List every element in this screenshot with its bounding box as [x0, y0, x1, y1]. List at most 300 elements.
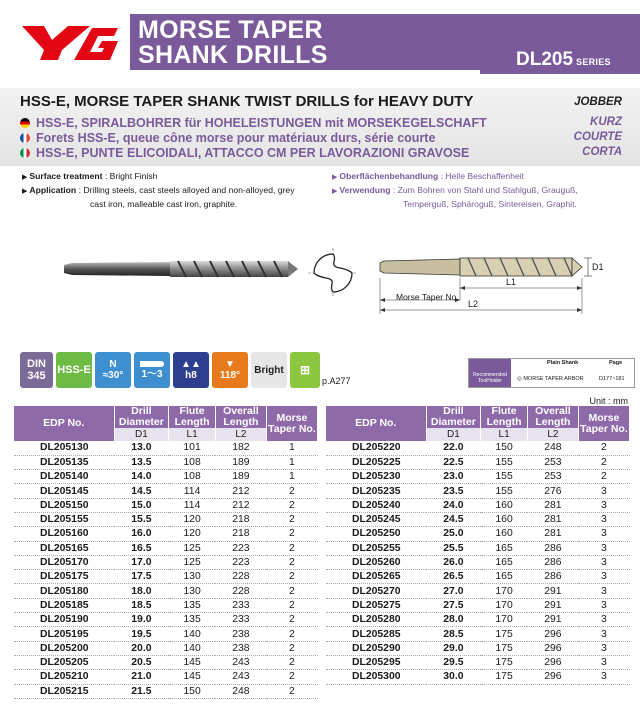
- label-l2: L2: [468, 299, 479, 309]
- flute-length: 120: [169, 527, 216, 541]
- overall-length: 296: [527, 670, 578, 684]
- drill-diameter: 22.5: [426, 455, 481, 469]
- edp-number: DL205280: [326, 613, 426, 627]
- recommended-toolholder-box: [468, 358, 635, 388]
- overall-length: 286: [527, 555, 578, 569]
- drill-diameter: 13.5: [114, 455, 169, 469]
- drill-diameter: 26.0: [426, 555, 481, 569]
- flute-length: 160: [481, 527, 528, 541]
- overall-length: 189: [215, 470, 266, 484]
- morse-taper-no: 2: [266, 484, 317, 498]
- drill-diameter: 21.5: [114, 684, 169, 698]
- table-row: [326, 627, 630, 641]
- arrow-icon: ▶: [332, 188, 338, 195]
- tolerance-symbol-icon: ▲▲: [181, 359, 201, 370]
- type-de: KURZ: [590, 116, 622, 128]
- table-row: [326, 498, 630, 512]
- oberflaeche-value: : Helle Beschaffenheit: [440, 171, 525, 181]
- flute-length: 170: [481, 598, 528, 612]
- morse-taper-no: 2: [266, 570, 317, 584]
- overall-length: 248: [215, 684, 266, 698]
- flute-length: 165: [481, 555, 528, 569]
- morse-taper-no: 1: [266, 455, 317, 469]
- surface-label: Surface treatment: [29, 171, 103, 181]
- table-row: [14, 570, 318, 584]
- drill-diameter: 28.0: [426, 613, 481, 627]
- table-row: [14, 455, 318, 469]
- title-de: [20, 116, 487, 130]
- flute-length: 108: [169, 455, 216, 469]
- drill-diameter: 13.0: [114, 441, 169, 455]
- overall-length: 212: [215, 484, 266, 498]
- morse-taper-no: 3: [578, 655, 629, 669]
- drill-diameter: 18.5: [114, 598, 169, 612]
- yg-logo: [18, 20, 122, 64]
- drill-diameter: 22.0: [426, 441, 481, 455]
- overall-length: 228: [215, 584, 266, 598]
- overall-length: 212: [215, 498, 266, 512]
- title-de-text: HSS-E, SPIRALBOHRER für HOHELEISTUNGEN mit MORSEKEGELSCHAFT: [36, 116, 487, 130]
- edp-number: DL205135: [14, 455, 114, 469]
- overall-length: 238: [215, 627, 266, 641]
- edp-number: DL205160: [14, 527, 114, 541]
- din-345-badge: [20, 352, 53, 388]
- table-row: [14, 441, 318, 455]
- drill-diameter: 23.0: [426, 470, 481, 484]
- table-row: [14, 684, 318, 698]
- table-row: [326, 584, 630, 598]
- flute-length: 165: [481, 570, 528, 584]
- edp-number: DL205245: [326, 512, 426, 526]
- table-row: [326, 641, 630, 655]
- helix-type: N: [109, 359, 117, 370]
- page-reference[interactable]: p.A277: [322, 376, 351, 386]
- flute-length: 170: [481, 584, 528, 598]
- series-badge: [480, 46, 640, 74]
- table-row: [326, 613, 630, 627]
- table-row: [326, 484, 630, 498]
- drill-diameter: 30.0: [426, 670, 481, 684]
- tolerance-icon: [173, 352, 209, 388]
- arrow-icon: ▶: [332, 174, 338, 181]
- overall-length: 281: [527, 498, 578, 512]
- point-shape-icon: ▼: [225, 359, 235, 370]
- flute-length: 130: [169, 584, 216, 598]
- edp-number: DL205275: [326, 598, 426, 612]
- drill-diameter: 17.5: [114, 570, 169, 584]
- edp-number: DL205200: [14, 641, 114, 655]
- edp-number: DL205170: [14, 555, 114, 569]
- table-row: [14, 527, 318, 541]
- helix-angle: ≈30°: [102, 370, 124, 381]
- flute-length: 114: [169, 484, 216, 498]
- verwendung-label: Verwendung: [339, 185, 391, 195]
- edp-number: DL205270: [326, 584, 426, 598]
- table-row: [326, 527, 630, 541]
- overall-length: 291: [527, 598, 578, 612]
- drill-diameter: 17.0: [114, 555, 169, 569]
- col-flute-length: Flute Length: [169, 406, 216, 428]
- edp-number: DL205165: [14, 541, 114, 555]
- edp-number: DL205205: [14, 655, 114, 669]
- flute-length: 165: [481, 541, 528, 555]
- morse-taper-no: 2: [266, 512, 317, 526]
- overall-length: 248: [527, 441, 578, 455]
- edp-number: DL205155: [14, 512, 114, 526]
- label-morse-taper: Morse Taper No.: [396, 292, 459, 302]
- edp-number: DL205255: [326, 541, 426, 555]
- table-row: [14, 555, 318, 569]
- title-it: [20, 146, 469, 160]
- target-icon: ◎: [517, 376, 524, 382]
- flute-length: 145: [169, 655, 216, 669]
- flute-length: 155: [481, 470, 528, 484]
- application-value2: cast iron, malleable cast iron, graphite.: [90, 199, 238, 209]
- edp-number: DL205195: [14, 627, 114, 641]
- flute-length: 145: [169, 670, 216, 684]
- overall-length: 238: [215, 641, 266, 655]
- flute-length: 135: [169, 613, 216, 627]
- overall-length: 189: [215, 455, 266, 469]
- drill-diameter: 24.5: [426, 512, 481, 526]
- page-title-line1: MORSE TAPER: [138, 16, 323, 44]
- morse-taper-no: 3: [578, 570, 629, 584]
- title-fr: [20, 131, 435, 145]
- edp-number: DL205140: [14, 470, 114, 484]
- edp-number: DL205240: [326, 498, 426, 512]
- drill-diameter: 26.5: [426, 570, 481, 584]
- col-overall-length: Overall Length: [527, 406, 578, 428]
- col-l1: L1: [169, 428, 216, 441]
- flute-length: 160: [481, 498, 528, 512]
- table-row: [326, 598, 630, 612]
- edp-number: DL205190: [14, 613, 114, 627]
- flute-length-icon: [134, 352, 170, 388]
- overall-length: 243: [215, 670, 266, 684]
- bright-finish-badge: [251, 352, 287, 388]
- edp-number: DL205285: [326, 627, 426, 641]
- edp-number: DL205180: [14, 584, 114, 598]
- col-overall-length: Overall Length: [215, 406, 266, 428]
- overall-length: 296: [527, 641, 578, 655]
- table-row: [326, 555, 630, 569]
- italy-flag-icon: [20, 148, 30, 158]
- morse-taper-no: 2: [266, 527, 317, 541]
- drill-diameter: 27.5: [426, 598, 481, 612]
- table-row: [14, 641, 318, 655]
- flute-length: 155: [481, 455, 528, 469]
- flute-length: 140: [169, 627, 216, 641]
- morse-taper-no: 3: [578, 584, 629, 598]
- tolerance-value: h8: [185, 370, 197, 381]
- col-morse-taper: Morse Taper No.: [266, 406, 317, 441]
- point-angle-icon: [212, 352, 248, 388]
- verwendung-value2: Temperguß, Sphäroguß, Sintereisen, Graphit.: [403, 199, 577, 209]
- col-edp: EDP No.: [14, 406, 114, 441]
- table-row: [326, 541, 630, 555]
- table-row: [14, 655, 318, 669]
- drill-diameter: 18.0: [114, 584, 169, 598]
- arbor-text: MORSE TAPER ARBOR: [523, 376, 584, 382]
- morse-taper-no: 2: [266, 670, 317, 684]
- spec-table-right: [326, 406, 630, 685]
- drill-diameter: 16.0: [114, 527, 169, 541]
- morse-taper-no: 2: [266, 584, 317, 598]
- point-angle-value: 118°: [219, 370, 241, 381]
- flute-length: 175: [481, 655, 528, 669]
- flute-length: 150: [169, 684, 216, 698]
- arbor-pages[interactable]: D177~181: [599, 376, 625, 382]
- spec-table-left: [14, 406, 318, 699]
- morse-taper-no: 3: [578, 498, 629, 512]
- flute-length: 155: [481, 484, 528, 498]
- edp-number: DL205260: [326, 555, 426, 569]
- table-row: [14, 541, 318, 555]
- overall-length: 291: [527, 613, 578, 627]
- label-l1: L1: [506, 277, 517, 287]
- flute-length: 170: [481, 613, 528, 627]
- morse-taper-no: 2: [266, 641, 317, 655]
- table-row: [326, 570, 630, 584]
- france-flag-icon: [20, 133, 30, 143]
- edp-number: DL205130: [14, 441, 114, 455]
- morse-taper-no: 2: [266, 555, 317, 569]
- overall-length: 291: [527, 584, 578, 598]
- overall-length: 276: [527, 484, 578, 498]
- page-title-line2: SHANK DRILLS: [138, 41, 328, 69]
- morse-taper-no: 2: [266, 598, 317, 612]
- recommended-text2: ToolHolder: [478, 378, 502, 384]
- table-row: [14, 498, 318, 512]
- type-it: CORTA: [582, 146, 622, 158]
- table-row: [326, 655, 630, 669]
- col-drill-diameter: Drill Diameter: [426, 406, 481, 428]
- drill-photo: [60, 255, 300, 285]
- overall-length: 286: [527, 541, 578, 555]
- germany-flag-icon: [20, 118, 30, 128]
- morse-taper-no: 3: [578, 641, 629, 655]
- morse-taper-no: 3: [578, 670, 629, 684]
- drill-diameter: 23.5: [426, 484, 481, 498]
- flute-length: 108: [169, 470, 216, 484]
- recommended-text1: Recommended: [473, 372, 507, 378]
- drill-diameter: 20.0: [114, 641, 169, 655]
- morse-taper-no: 3: [578, 598, 629, 612]
- morse-taper-no: 2: [266, 684, 317, 698]
- drill-diameter: 20.5: [114, 655, 169, 669]
- overall-length: 223: [215, 541, 266, 555]
- unit-label: Unit : mm: [589, 396, 628, 406]
- flute-length: 175: [481, 641, 528, 655]
- edp-number: DL205145: [14, 484, 114, 498]
- recommended-label: [469, 359, 511, 387]
- edp-number: DL205150: [14, 498, 114, 512]
- flute-length: 135: [169, 598, 216, 612]
- drill-diameter: 15.5: [114, 512, 169, 526]
- morse-taper-no: 3: [578, 541, 629, 555]
- finish-text: Bright: [254, 364, 284, 376]
- spec-german: [332, 170, 632, 210]
- label-d1: D1: [592, 262, 604, 272]
- drill-shape-icon: [140, 361, 164, 367]
- col-l2: L2: [527, 428, 578, 441]
- hsse-text: HSS-E: [57, 364, 91, 376]
- flute-length: 150: [481, 441, 528, 455]
- edp-number: DL205230: [326, 470, 426, 484]
- drill-diameter: 19.0: [114, 613, 169, 627]
- flute-length: 125: [169, 541, 216, 555]
- overall-length: 286: [527, 570, 578, 584]
- title-fr-text: Forets HSS-E, queue cône morse pour matériaux durs, série courte: [36, 131, 436, 145]
- flute-length: 160: [481, 512, 528, 526]
- morse-taper-no: 2: [266, 627, 317, 641]
- col-drill-diameter: Drill Diameter: [114, 406, 169, 428]
- edp-number: DL205175: [14, 570, 114, 584]
- table-row: [14, 598, 318, 612]
- surface-value: : Bright Finish: [104, 171, 158, 181]
- arrow-icon: ▶: [22, 188, 28, 195]
- overall-length: 281: [527, 527, 578, 541]
- table-row: [326, 470, 630, 484]
- drill-diameter: 28.5: [426, 627, 481, 641]
- morse-taper-no: 2: [578, 470, 629, 484]
- drill-diameter: 16.5: [114, 541, 169, 555]
- cross-section-diagram: [306, 246, 360, 300]
- col-d1: D1: [114, 428, 169, 441]
- flute-length: 175: [481, 670, 528, 684]
- edp-number: DL205185: [14, 598, 114, 612]
- edp-number: DL205300: [326, 670, 426, 684]
- morse-taper-no: 3: [578, 555, 629, 569]
- overall-length: 253: [527, 470, 578, 484]
- morse-taper-no: 1: [266, 441, 317, 455]
- page-header: Page: [609, 360, 623, 366]
- morse-taper-no: 3: [578, 627, 629, 641]
- col-morse-taper: Morse Taper No.: [578, 406, 629, 441]
- drill-diameter: 29.5: [426, 655, 481, 669]
- flute-length: 101: [169, 441, 216, 455]
- arbor-name: [517, 376, 584, 382]
- edp-number: DL205220: [326, 441, 426, 455]
- morse-taper-no: 2: [266, 498, 317, 512]
- drill-diameter: 25.0: [426, 527, 481, 541]
- table-row: [14, 670, 318, 684]
- flute-length: 140: [169, 641, 216, 655]
- col-edp: EDP No.: [326, 406, 426, 441]
- flute-length: 125: [169, 555, 216, 569]
- application-value: : Drilling steels, cast steels alloyed and non-alloyed, grey: [78, 185, 295, 195]
- drill-diameter: 27.0: [426, 584, 481, 598]
- edp-number: DL205215: [14, 684, 114, 698]
- edp-number: DL205250: [326, 527, 426, 541]
- overall-length: 223: [215, 555, 266, 569]
- table-row: [326, 512, 630, 526]
- col-l2: L2: [215, 428, 266, 441]
- application-icon: ⊞: [290, 352, 320, 388]
- table-row: [14, 613, 318, 627]
- table-row: [326, 455, 630, 469]
- col-l1: L1: [481, 428, 528, 441]
- din-text: DIN: [27, 358, 46, 370]
- drill-diameter: 29.0: [426, 641, 481, 655]
- flute-length-range: 1～3: [141, 368, 163, 380]
- table-row: [14, 584, 318, 598]
- table-row: [14, 512, 318, 526]
- morse-taper-no: 2: [266, 655, 317, 669]
- morse-taper-no: 2: [578, 441, 629, 455]
- edp-number: DL205210: [14, 670, 114, 684]
- drill-diameter: 14.5: [114, 484, 169, 498]
- edp-number: DL205225: [326, 455, 426, 469]
- table-row: [326, 441, 630, 455]
- edp-number: DL205265: [326, 570, 426, 584]
- hsse-badge: [56, 352, 92, 388]
- overall-length: 243: [215, 655, 266, 669]
- drill-diameter: 25.5: [426, 541, 481, 555]
- edp-number: DL205290: [326, 641, 426, 655]
- overall-length: 218: [215, 527, 266, 541]
- morse-taper-no: 3: [578, 484, 629, 498]
- verwendung-value: : Zum Bohren von Stahl und Stahlguß, Grauguß,: [392, 185, 578, 195]
- flute-length: 120: [169, 512, 216, 526]
- overall-length: 296: [527, 655, 578, 669]
- table-row: [326, 670, 630, 684]
- overall-length: 228: [215, 570, 266, 584]
- din-number: 345: [27, 370, 46, 382]
- morse-taper-no: 3: [578, 527, 629, 541]
- overall-length: 281: [527, 512, 578, 526]
- morse-taper-no: 2: [266, 541, 317, 555]
- overall-length: 233: [215, 598, 266, 612]
- spec-english: [22, 170, 332, 210]
- morse-taper-no: 2: [266, 613, 317, 627]
- col-flute-length: Flute Length: [481, 406, 528, 428]
- col-d1: D1: [426, 428, 481, 441]
- title-it-text: HSS-E, PUNTE ELICOIDALI, ATTACCO CM PER LAVORAZIONI GRAVOSE: [36, 146, 470, 160]
- drill-diameter: 14.0: [114, 470, 169, 484]
- title-en: HSS-E, MORSE TAPER SHANK TWIST DRILLS for HEAVY DUTY: [20, 93, 474, 110]
- morse-taper-no: 3: [578, 613, 629, 627]
- overall-length: 233: [215, 613, 266, 627]
- plain-shank-header: Plain Shank: [547, 360, 579, 366]
- overall-length: 296: [527, 627, 578, 641]
- application-label: Application: [29, 185, 77, 195]
- drill-diameter: 21.0: [114, 670, 169, 684]
- morse-taper-no: 1: [266, 470, 317, 484]
- overall-length: 218: [215, 512, 266, 526]
- type-en: JOBBER: [574, 96, 622, 108]
- flute-length: 175: [481, 627, 528, 641]
- helix-angle-icon: [95, 352, 131, 388]
- arrow-icon: ▶: [22, 174, 28, 181]
- drill-diameter: 19.5: [114, 627, 169, 641]
- flute-length: 130: [169, 570, 216, 584]
- table-row: [14, 470, 318, 484]
- table-row: [14, 627, 318, 641]
- oberflaeche-label: Oberflächenbehandlung: [339, 171, 439, 181]
- series-label: SERIES: [576, 57, 611, 67]
- edp-number: DL205235: [326, 484, 426, 498]
- type-fr: COURTE: [573, 131, 622, 143]
- overall-length: 253: [527, 455, 578, 469]
- morse-taper-no: 3: [578, 512, 629, 526]
- edp-number: DL205295: [326, 655, 426, 669]
- overall-length: 182: [215, 441, 266, 455]
- series-code: DL205: [516, 49, 574, 70]
- flute-length: 114: [169, 498, 216, 512]
- morse-taper-no: 2: [578, 455, 629, 469]
- drill-diameter: 24.0: [426, 498, 481, 512]
